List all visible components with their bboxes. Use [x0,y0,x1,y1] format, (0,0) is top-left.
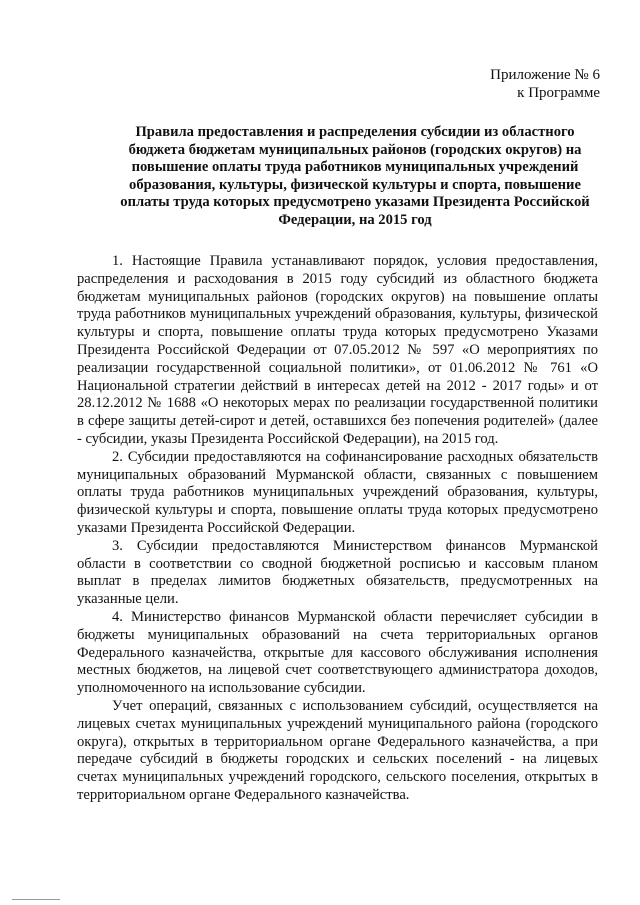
appendix-reference: к Программе [517,85,600,101]
paragraph-4: 4. Министерство финансов Мурманской области перечисляет субсидии в бюджеты муниципальных образований на счета территориальных органов Федерального казначейства, открытые для кассового обслуживания исполнения местных бюджетов, на лицевой счет соответствующего администратора доходов, уполномоченного на использование субсидии. [77,608,598,697]
paragraph-5: Учет операций, связанных с использованием субсидий, осуществляется на лицевых счетах муниципальных учреждений муниципального района (городского округа), открытых в территориальном органе Федерального казначейства, а при передаче субсидий в бюджеты городских и сельских поселений - на лицевых счетах муниципальных учреждений городского, сельского поселения, открытых в территориальном органе Федерального казначейства. [77,697,598,803]
appendix-note [490,66,600,102]
paragraph-1: 1. Настоящие Правила устанавливают порядок, условия предоставления, распределения и расходования в 2015 году субсидий из областного бюджета бюджетам муниципальных районов (городских округов) на повышение оплаты труда работников муниципальных учреждений образования, культуры, физической культуры и спорта, повышение оплаты труда которых предусмотрено Указами Президента Российской Федерации от 07.05.2012 № 597 «О мероприятиях по реализации государственной социальной политики», от 01.06.2012 № 761 «О Национальной стратегии действий в интересах детей на 2012 - 2017 годы» и от 28.12.2012 № 1688 «О некоторых мерах по реализации государственной политики в сфере защиты детей-сирот и детей, оставшихся без попечения родителей» (далее - субсидии, указы Президента Российской Федерации), на 2015 год. [77,253,598,447]
footnote-divider [12,899,60,900]
document-title: Правила предоставления и распределения субсидии из областного бюджета бюджетам муниципальных районов (городских округов) на повышение оплаты труда работников муниципальных учреждений образования, культуры, физической культуры и спорта, повышение оплаты труда которых предусмотрено указами Президента Российской Федерации, на 2015 год [120,124,590,228]
paragraph-2: 2. Субсидии предоставляются на софинансирование расходных обязательств муниципальных образований Мурманской области, связанных с повышением оплаты труда работников муниципальных учреждений образования, культуры, физической культуры и спорта, повышение оплаты труда которых предусмотрено указами Президента Российской Федерации. [77,448,598,536]
paragraph-3: 3. Субсидии предоставляются Министерством финансов Мурманской области в соответствии со сводной бюджетной росписью и кассовым планом выплат в пределах лимитов бюджетных обязательств, предусмотренных на указанные цели. [77,537,598,608]
appendix-number: Приложение № 6 [490,67,600,83]
document-body [77,253,598,805]
